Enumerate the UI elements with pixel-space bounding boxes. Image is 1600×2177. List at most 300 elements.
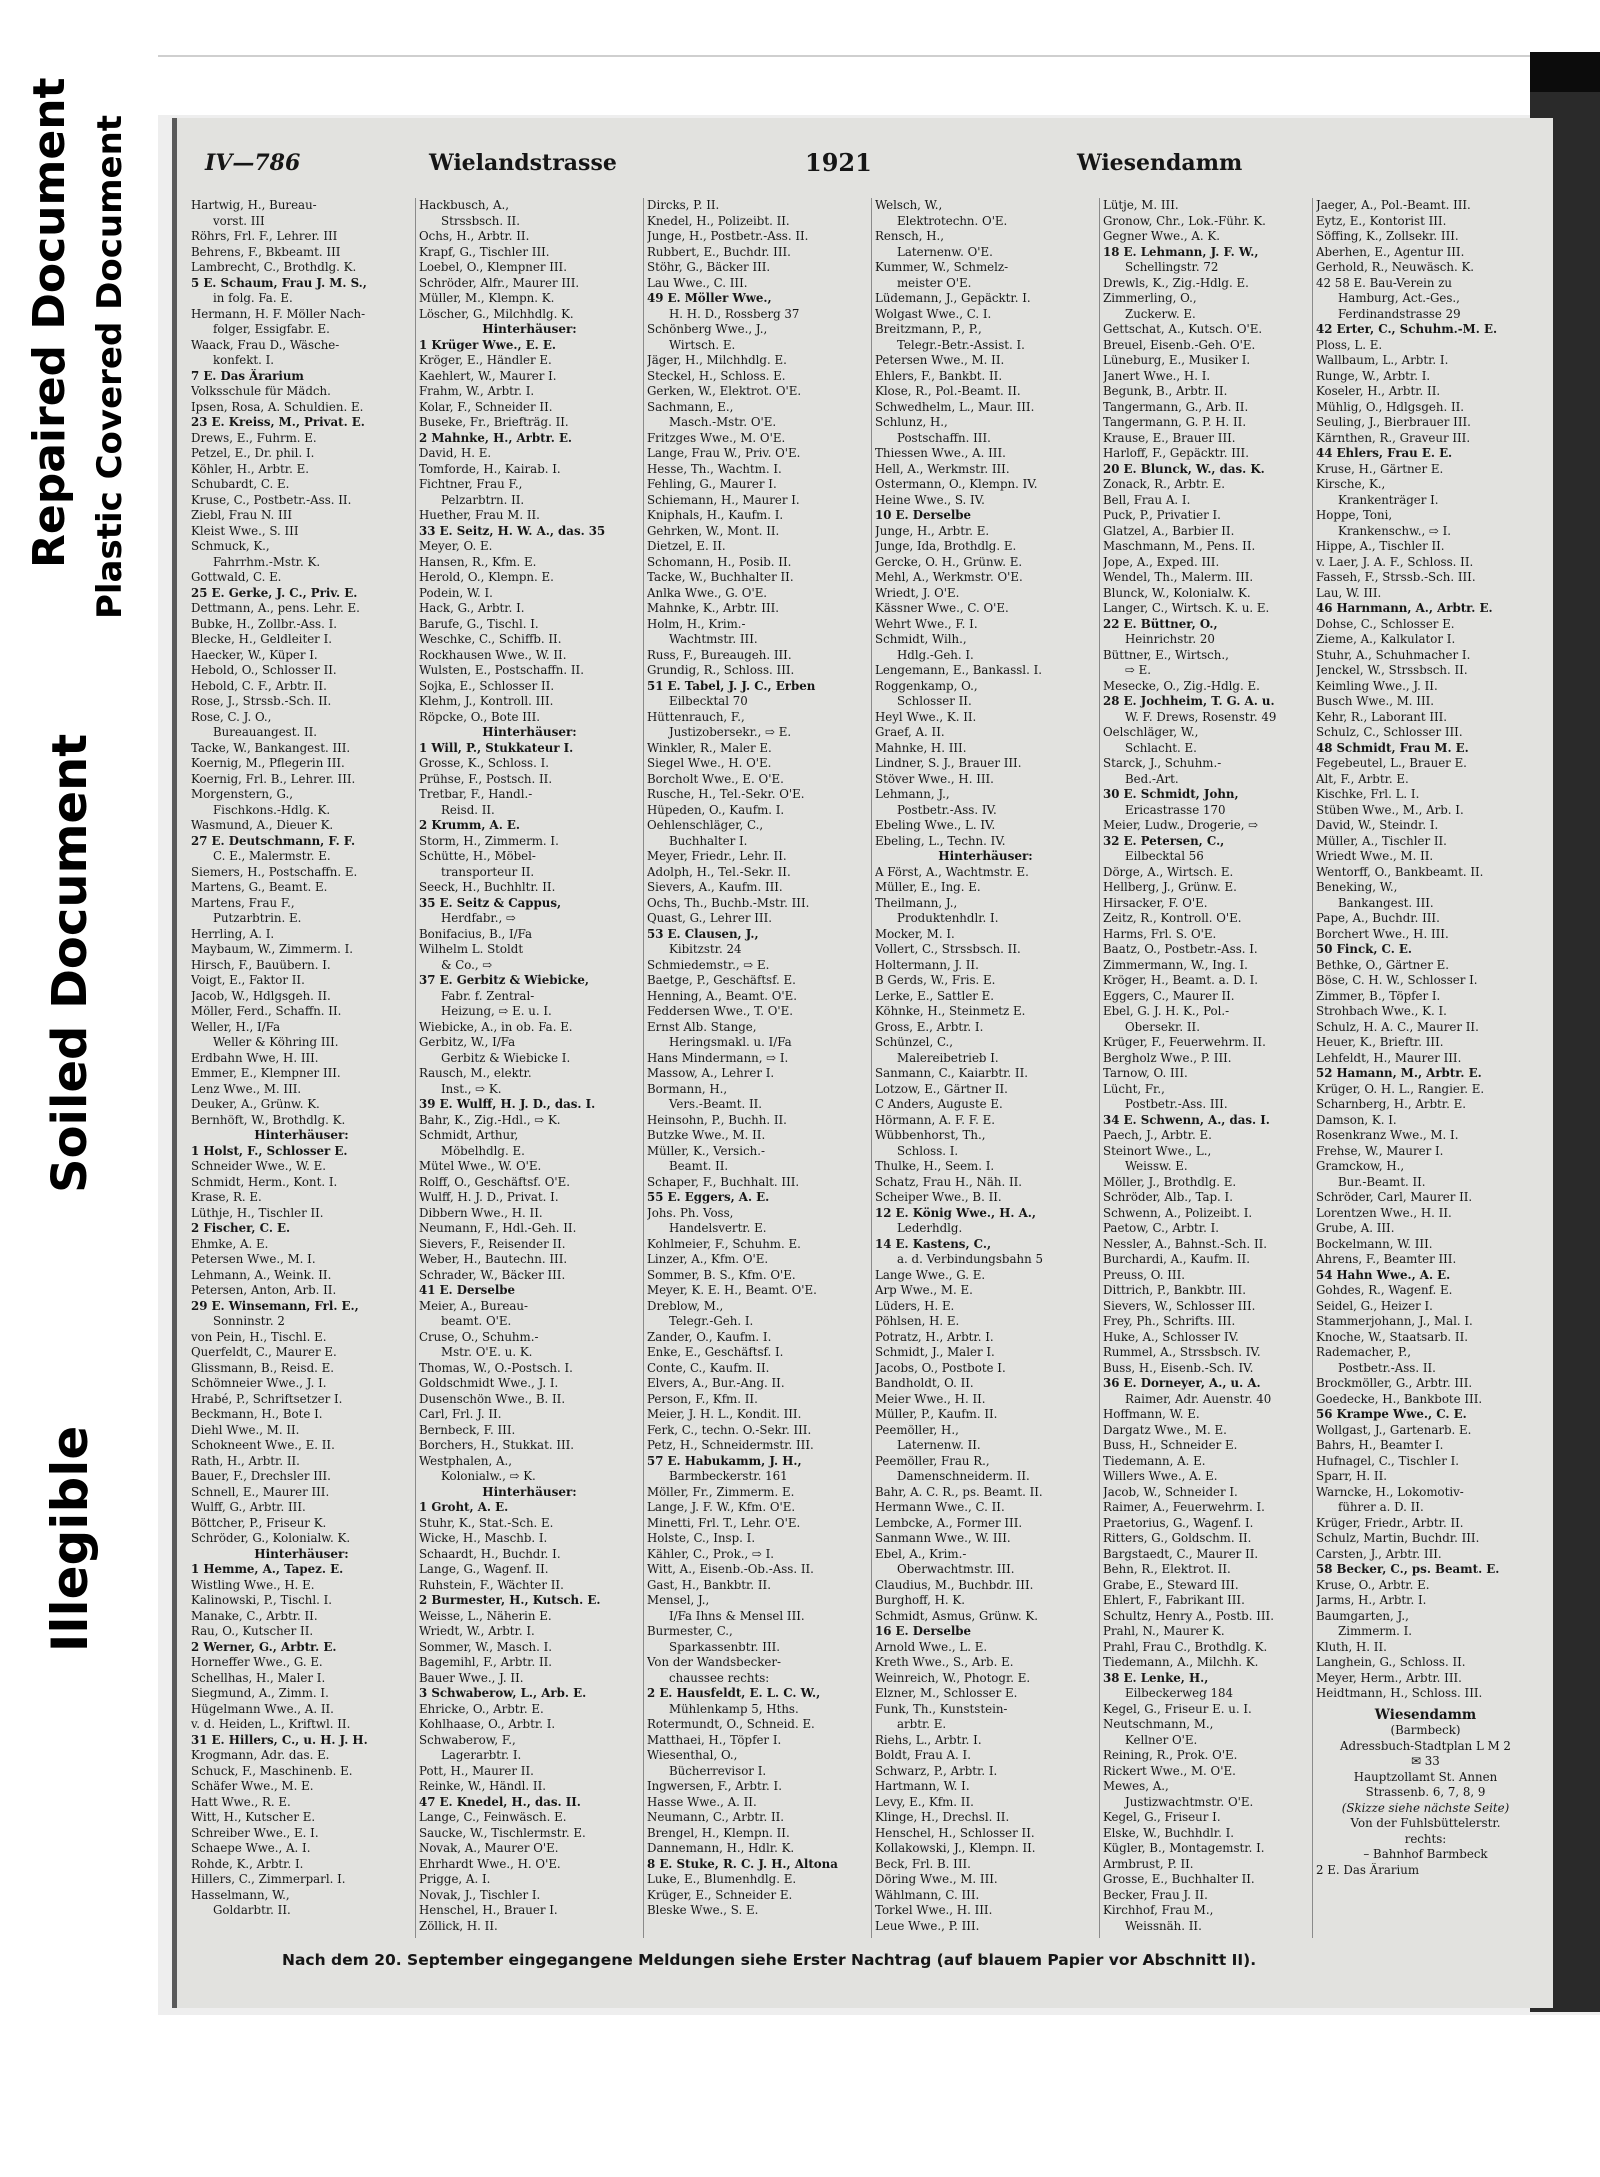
directory-entry: Nessler, A., Bahnst.-Sch. II.	[1103, 1236, 1268, 1251]
directory-entry: Hüpeden, O., Kaufm. I.	[647, 802, 785, 817]
directory-entry: Massow, A., Lehrer I.	[647, 1066, 775, 1080]
directory-entry: David, H. E.	[419, 446, 492, 460]
directory-entry: Schnell, E., Maurer III.	[191, 1484, 330, 1499]
directory-entry: Novak, A., Maurer O'E.	[419, 1841, 559, 1855]
directory-entry: Dircks, P. II.	[647, 198, 720, 212]
directory-entry: Luke, E., Blumenhdlg. E.	[647, 1872, 797, 1886]
directory-entry: Schlunz, H.,	[875, 415, 948, 429]
directory-entry: Heyl Wwe., K. II.	[875, 709, 977, 724]
directory-entry: Thomas, W., O.-Postsch. I.	[419, 1360, 573, 1375]
directory-entry: Damenschneiderm. II.	[897, 1469, 1030, 1483]
directory-entry: Huether, Frau M. II.	[419, 508, 540, 522]
directory-entry: Maybaum, W., Zimmerm. I.	[191, 942, 354, 956]
directory-entry: Mesecke, O., Zig.-Hdlg. E.	[1103, 678, 1260, 693]
directory-entry: Köhler, H., Arbtr. E.	[191, 461, 309, 476]
directory-entry: Tarnow, O. III.	[1103, 1066, 1188, 1080]
directory-entry: Knoche, W., Staatsarb. II.	[1316, 1329, 1468, 1344]
street-block-wiesendamm	[1316, 1708, 1535, 1879]
directory-entry: Rose, C. J. O.,	[191, 709, 272, 724]
directory-entry: Witt, H., Kutscher E.	[191, 1810, 316, 1824]
directory-entry: Wallbaum, L., Arbtr. I.	[1316, 353, 1449, 367]
left-street-heading: Wielandstrasse	[429, 150, 617, 176]
directory-entry: B Gerds, W., Fris. E.	[875, 973, 996, 987]
directory-entry: Tacke, W., Buchhalter II.	[647, 570, 794, 584]
directory-entry: Wicke, H., Maschb. I.	[419, 1531, 548, 1545]
directory-entry: 42 Erter, C., Schuhm.-M. E.	[1316, 322, 1498, 336]
directory-entry: Schröder, Alfr., Maurer III.	[419, 275, 580, 290]
directory-entry: Fischkons.-Hdlg. K.	[213, 802, 331, 817]
directory-entry: Postschaffn. III.	[897, 430, 991, 445]
directory-entry: 1 Will, P., Stukkateur I.	[419, 740, 574, 755]
directory-entry: Prigge, A. I.	[419, 1872, 491, 1886]
directory-entry: Wulff, H. J. D., Privat. I.	[419, 1190, 559, 1204]
directory-entry: Herold, O., Klempn. E.	[419, 570, 554, 584]
directory-entry: Hatt Wwe., R. E.	[191, 1794, 291, 1809]
directory-entry: Lenz Wwe., M. III.	[191, 1081, 302, 1096]
directory-entry: Hirsacker, F. O'E.	[1103, 895, 1208, 910]
directory-entry: Behrens, F., Bkbeamt. III	[191, 244, 341, 259]
directory-entry: Strohbach Wwe., K. I.	[1316, 1004, 1447, 1018]
directory-entry: Wiesenthal, O.,	[647, 1748, 738, 1762]
directory-entry: Kirchhof, Frau M.,	[1103, 1903, 1214, 1917]
directory-entry: Johs. Ph. Voss,	[647, 1205, 734, 1220]
directory-entry: Grabe, E., Steward III.	[1103, 1577, 1239, 1592]
directory-entry: Praetorius, G., Wagenf. I.	[1103, 1515, 1254, 1530]
directory-entry: Storm, H., Zimmerm. I.	[419, 833, 559, 848]
directory-entry: Weisse, L., Näherin E.	[419, 1608, 552, 1623]
directory-entry: Thulke, H., Seem. I.	[875, 1159, 995, 1173]
directory-entry: 1 Holst, F., Schlosser E.	[191, 1143, 348, 1158]
directory-entry: Kaehlert, W., Maurer I.	[419, 368, 557, 383]
directory-entry: Lambrecht, C., Brothdlg. K.	[191, 260, 357, 274]
directory-entry: Fasseh, F., Strssb.-Sch. III.	[1316, 570, 1476, 584]
directory-entry: Borchert Wwe., H. III.	[1316, 926, 1449, 941]
street-block-title: Wiesendamm	[1374, 1707, 1477, 1723]
directory-entry: Arp Wwe., M. E.	[875, 1283, 973, 1297]
directory-entry: 16 E. Derselbe	[875, 1624, 972, 1638]
directory-entry: Schellhas, H., Maler I.	[191, 1670, 326, 1685]
directory-entry: Borchers, H., Stukkat. III.	[419, 1438, 575, 1452]
directory-entry: Blunck, W., Kolonialw. K.	[1103, 585, 1251, 600]
directory-entry: Sonninstr. 2	[213, 1314, 285, 1328]
directory-entry: Mahnke, K., Arbtr. III.	[647, 601, 780, 615]
directory-entry: a. d. Verbindungsbahn 5	[897, 1252, 1043, 1266]
directory-entry: Malereibetrieb I.	[897, 1050, 999, 1065]
directory-entry: Minetti, Frl. T., Lehr. O'E.	[647, 1515, 801, 1530]
directory-entry: Russ, F., Bureaugeh. III.	[647, 647, 792, 662]
directory-entry: Eggers, C., Maurer II.	[1103, 988, 1235, 1003]
directory-entry: Jacobs, O., Postbote I.	[875, 1360, 1006, 1375]
directory-entry: Lütje, M. III.	[1103, 198, 1179, 212]
directory-entry: Postbetr.-Ass. II.	[1338, 1360, 1436, 1375]
column-2	[419, 198, 644, 1938]
directory-entry: Dörge, A., Wirtsch. E.	[1103, 864, 1234, 879]
street-block-sub: (Barmbeck)	[1390, 1723, 1461, 1737]
directory-entry: Weller & Köhring III.	[213, 1035, 339, 1049]
directory-entry: Matthaei, H., Töpfer I.	[647, 1732, 782, 1747]
directory-entry: Scharnberg, H., Arbtr. E.	[1316, 1097, 1466, 1111]
directory-entry: Elvers, A., Bur.-Ang. II.	[647, 1376, 785, 1390]
directory-entry: Hackbusch, A.,	[419, 198, 510, 212]
directory-entry: W. F. Drews, Rosenstr. 49	[1125, 709, 1277, 724]
directory-entry: 2 Mahnke, H., Arbtr. E.	[419, 430, 573, 445]
directory-entry: Lüdemann, J., Gepäcktr. I.	[875, 291, 1031, 305]
directory-entry: Masch.-Mstr. O'E.	[669, 415, 777, 429]
directory-entry: Gerhold, R., Neuwäsch. K.	[1316, 260, 1475, 274]
directory-entry: Gross, E., Arbtr. I.	[875, 1019, 984, 1034]
directory-entry: v. d. Heiden, L., Kriftwl. II.	[191, 1717, 351, 1731]
directory-entry: Morgenstern, G.,	[191, 787, 293, 801]
directory-entry: Gerken, W., Elektrot. O'E.	[647, 384, 802, 398]
directory-entry: Bauer Wwe., J. II.	[419, 1670, 524, 1685]
directory-entry: Krase, R. E.	[191, 1190, 262, 1204]
directory-entry: Lüders, H. E.	[875, 1298, 955, 1313]
directory-entry: Sanmann, C., Kaiarbtr. II.	[875, 1066, 1028, 1080]
directory-entry: Heidtmann, H., Schloss. III.	[1316, 1686, 1483, 1700]
directory-entry: Bur.-Beamt. II.	[1338, 1174, 1426, 1189]
directory-entry: arbtr. E.	[897, 1717, 947, 1731]
directory-entry: Böttcher, P., Friseur K.	[191, 1515, 327, 1530]
directory-entry: Welsch, W.,	[875, 198, 943, 212]
directory-entry: Goedecke, H., Bankbote III.	[1316, 1391, 1483, 1406]
directory-entry: Meier Wwe., H. II.	[875, 1391, 986, 1406]
directory-entry: Schömneier Wwe., J. I.	[191, 1376, 327, 1390]
directory-entry: Meier, A., Bureau-	[419, 1298, 528, 1313]
directory-entry: Neumann, C., Arbtr. II.	[647, 1810, 785, 1824]
directory-entry: Holtermann, J. II.	[875, 957, 979, 972]
directory-entry: 18 E. Lehmann, J. F. W.,	[1103, 244, 1259, 259]
directory-entry: Ebeling Wwe., L. IV.	[875, 818, 996, 832]
directory-entry: Saucke, W., Tischlermstr. E.	[419, 1825, 586, 1840]
directory-entry: Meyer, O. E.	[419, 539, 493, 553]
directory-entry: Ebeling, L., Techn. IV.	[875, 833, 1006, 848]
directory-entry: Kähler, C., Prok., ⇨ I.	[647, 1546, 775, 1561]
directory-entry: Grube, A. III.	[1316, 1221, 1395, 1235]
directory-entry: Glissmann, B., Reisd. E.	[191, 1360, 335, 1375]
directory-entry: 2 Krumm, A. E.	[419, 818, 521, 832]
directory-entry: Hoffmann, W. E.	[1103, 1407, 1200, 1421]
directory-entry: 41 E. Derselbe	[419, 1283, 516, 1297]
directory-entry: Jope, A., Exped. III.	[1103, 554, 1220, 569]
directory-entry: Siegmund, A., Zimm. I.	[191, 1686, 329, 1700]
directory-entry: Barmbeckerstr. 161	[669, 1469, 788, 1483]
directory-entry: Schloss. I.	[897, 1143, 959, 1158]
directory-entry: Boldt, Frau A. I.	[875, 1748, 971, 1762]
directory-entry: Hebold, O., Schlosser II.	[191, 663, 337, 677]
directory-entry: Busch Wwe., M. III.	[1316, 694, 1435, 708]
directory-entry: Lehmann, J.,	[875, 787, 950, 801]
directory-entry: 39 E. Wulff, H. J. D., das. I.	[419, 1097, 596, 1111]
directory-entry: Elzner, M., Schlosser E.	[875, 1686, 1018, 1700]
directory-entry: Schwenn, A., Polizeibt. I.	[1103, 1205, 1253, 1220]
directory-entry: Schütte, H., Möbel-	[419, 849, 536, 863]
directory-entry: Baetge, P., Geschäftsf. E.	[647, 973, 796, 987]
directory-entry: Sojka, E., Schlosser II.	[419, 678, 555, 693]
directory-entry: Hinterhäuser:	[938, 849, 1033, 863]
directory-entry: Müller, E., Ing. E.	[875, 880, 981, 894]
directory-entry: Gohdes, R., Wagenf. E.	[1316, 1283, 1453, 1297]
directory-entry: Bureauangest. II.	[213, 725, 318, 739]
directory-entry: Schmidt, Arthur,	[419, 1128, 519, 1142]
directory-entry: H. H. D., Rossberg 37	[669, 306, 800, 321]
directory-entry: Zonack, R., Arbtr. E.	[1103, 477, 1225, 491]
street-block-line7: rechts:	[1404, 1831, 1447, 1846]
directory-entry: Feddersen Wwe., T. O'E.	[647, 1004, 793, 1018]
directory-entry: Klose, R., Pol.-Beamt. II.	[875, 384, 1021, 398]
directory-entry: Bed.-Art.	[1125, 771, 1179, 786]
directory-entry: Mahnke, H. III.	[875, 740, 967, 755]
directory-entry: Ferdinandstrasse 29	[1338, 306, 1461, 321]
directory-entry: 2 Werner, G., Arbtr. E.	[191, 1639, 337, 1654]
directory-entry: Prühse, F., Postsch. II.	[419, 771, 553, 786]
directory-entry: Hinterhäuser:	[254, 1128, 349, 1142]
directory-entry: Goldarbtr. II.	[213, 1903, 291, 1917]
directory-entry: Obersekr. II.	[1125, 1019, 1200, 1034]
directory-entry: Beck, Frl. B. III.	[875, 1856, 971, 1871]
directory-entry: Bandholdt, O. II.	[875, 1376, 974, 1390]
street-block-line4: Strassenb. 6, 7, 8, 9	[1365, 1785, 1486, 1799]
directory-entry: Zimmermann, W., Ing. I.	[1103, 957, 1248, 972]
directory-entry: 46 Harnmann, A., Arbtr. E.	[1316, 601, 1493, 615]
side-labels	[0, 0, 160, 2177]
directory-entry: Köhnke, H., Steinmetz E.	[875, 1004, 1026, 1018]
directory-entry: Büttner, E., Wirtsch.,	[1103, 647, 1229, 662]
directory-entry: Grundig, R., Schloss. III.	[647, 663, 795, 677]
directory-entry: Mütel Wwe., W. O'E.	[419, 1159, 542, 1173]
directory-entry: 2 E. Hausfeldt, E. L. C. W.,	[647, 1686, 821, 1700]
directory-entry: Ipsen, Rosa, A. Schuldien. E.	[191, 399, 364, 414]
directory-entry: Jaeger, A., Pol.-Beamt. III.	[1316, 198, 1471, 212]
directory-entry: Telegr.-Geh. I.	[669, 1314, 754, 1328]
directory-entry: Henschel, H., Brauer I.	[419, 1903, 558, 1917]
directory-entry: Krüger, E., Schneider E.	[647, 1887, 793, 1902]
directory-entry: 36 E. Dorneyer, A., u. A.	[1103, 1376, 1261, 1390]
directory-entry: Bernbeck, F. III.	[419, 1422, 516, 1437]
directory-entry: 57 E. Habukamm, J. H.,	[647, 1453, 802, 1468]
directory-entry: Tretbar, F., Handl.-	[419, 787, 533, 801]
directory-entry: Steckel, H., Schloss. E.	[647, 368, 786, 383]
directory-entry: Grosse, E., Buchhalter II.	[1103, 1872, 1255, 1886]
directory-entry: Frey, Ph., Schrifts. III.	[1103, 1314, 1236, 1328]
directory-entry: Heinsohn, P., Buchh. II.	[647, 1112, 787, 1127]
directory-entry: Maschmann, M., Pens. II.	[1103, 539, 1256, 553]
directory-entry: beamt. O'E.	[441, 1314, 512, 1328]
directory-entry: 38 E. Lenke, H.,	[1103, 1670, 1209, 1685]
directory-entry: Warncke, H., Lokomotiv-	[1316, 1484, 1464, 1499]
directory-entry: Kohlhaase, O., Arbtr. I.	[419, 1717, 556, 1731]
directory-entry: Tacke, W., Bankangest. III.	[191, 740, 351, 755]
directory-entry: Bernhöft, W., Brothdlg. K.	[191, 1112, 346, 1127]
directory-entry: Hartmann, W. I.	[875, 1779, 970, 1793]
directory-entry: Rummel, A., Strssbsch. IV.	[1103, 1345, 1261, 1359]
directory-entry: Wentorff, O., Bankbeamt. II.	[1316, 864, 1484, 879]
directory-entry: Ehmke, A. E.	[191, 1236, 269, 1251]
directory-entry: Quast, G., Lehrer III.	[647, 911, 773, 925]
directory-entry: Kröger, E., Händler E.	[419, 353, 552, 367]
directory-entry: Rubbert, E., Buchdr. III.	[647, 244, 791, 259]
directory-entry: Eytz, E., Kontorist III.	[1316, 213, 1447, 228]
directory-entry: Zeitz, R., Kontroll. O'E.	[1103, 911, 1242, 925]
directory-entry: Neutschmann, M.,	[1103, 1717, 1214, 1731]
soiled-document-label: Soiled Document	[42, 733, 98, 1193]
directory-entry: Winkler, R., Maler E.	[647, 740, 772, 755]
directory-entry: Schaper, F., Buchhalt. III.	[647, 1174, 800, 1189]
directory-entry: Stöhr, G., Bäcker III.	[647, 260, 771, 274]
directory-entry: Schlosser II.	[897, 694, 972, 708]
directory-entry: Lagerarbtr. I.	[441, 1748, 522, 1762]
directory-entry: Krapf, G., Tischler III.	[419, 244, 550, 259]
directory-entry: Hdlg.-Geh. I.	[897, 647, 974, 662]
directory-entry: vorst. III	[213, 213, 265, 228]
directory-entry: Klinge, H., Drechsl. II.	[875, 1810, 1010, 1824]
directory-entry: Burghoff, H. K.	[875, 1593, 965, 1607]
directory-entry: Schatz, Frau H., Näh. II.	[875, 1174, 1023, 1189]
directory-entry: Ahrens, F., Beamter III.	[1316, 1252, 1457, 1266]
directory-entry: Bockelmann, W. III.	[1316, 1236, 1433, 1251]
directory-entry: Hartwig, H., Bureau-	[191, 198, 317, 212]
directory-entry: I/Fa Ihns & Mensel III.	[669, 1608, 805, 1623]
directory-entry: Pott, H., Maurer II.	[419, 1763, 534, 1778]
directory-entry: Hansen, R., Kfm. E.	[419, 554, 537, 569]
directory-entry: Bubke, H., Zollbr.-Ass. I.	[191, 616, 337, 631]
directory-entry: Heuer, K., Brieftr. III.	[1316, 1035, 1444, 1049]
directory-entry: 27 E. Deutschmann, F. F.	[191, 833, 356, 848]
directory-entry: 1 Hemme, A., Tapez. E.	[191, 1562, 344, 1576]
scan-right-edge-cap	[1530, 52, 1600, 92]
directory-entry: Bahr, K., Zig.-Hdl., ⇨ K.	[419, 1112, 561, 1127]
directory-entry: Seeck, H., Buchhltr. II.	[419, 880, 556, 894]
directory-entry: Stuhr, A., Schuhmacher I.	[1316, 647, 1471, 662]
directory-entry: Claudius, M., Buchbdr. III.	[875, 1577, 1034, 1592]
directory-entry: Henschel, H., Schlosser II.	[875, 1825, 1035, 1840]
directory-entry: Schiemann, H., Maurer I.	[647, 492, 800, 507]
street-block-line6: Von der Fuhlsbüttelerstr.	[1350, 1816, 1501, 1830]
directory-entry: Koseler, H., Arbtr. II.	[1316, 384, 1441, 398]
directory-entry: Hinterhäuser:	[482, 725, 577, 739]
directory-entry: C Anders, Auguste E.	[875, 1097, 1003, 1111]
directory-entry: Bankangest. III.	[1338, 895, 1434, 910]
directory-entry: Westphalen, A.,	[419, 1453, 512, 1468]
directory-entry: Röhrs, Frl. F., Lehrer. III	[191, 229, 338, 243]
directory-entry: Dittrich, P., Bankbtr. III.	[1103, 1283, 1246, 1297]
directory-entry: 53 E. Clausen, J.,	[647, 926, 759, 941]
directory-entry: Hufnagel, C., Tischler I.	[1316, 1453, 1459, 1468]
directory-entry: Borcholt Wwe., E. O'E.	[647, 771, 784, 786]
directory-entry: Bagemihl, F., Arbtr. II.	[419, 1655, 553, 1669]
directory-entry: Rickert Wwe., M. O'E.	[1103, 1763, 1236, 1778]
directory-entry: Herdfabr., ⇨	[441, 911, 516, 925]
directory-entry: Huke, A., Schlosser IV.	[1103, 1329, 1239, 1344]
directory-entry: Krüger, O. H. L., Rangier. E.	[1316, 1081, 1485, 1096]
directory-entry: Wirtsch. E.	[669, 337, 736, 352]
directory-entry: Wachtmstr. III.	[669, 632, 758, 646]
directory-entry: Beamt. II.	[669, 1159, 729, 1173]
directory-entry: Hellberg, J., Grünw. E.	[1103, 880, 1237, 894]
directory-entry: Bethke, O., Gärtner E.	[1316, 957, 1450, 972]
directory-entry: Burmester, C.,	[647, 1624, 733, 1638]
directory-entry: Rusche, H., Tel.-Sekr. O'E.	[647, 787, 805, 801]
directory-entry: Müller, P., Kaufm. II.	[875, 1407, 998, 1421]
directory-entry: Kleist Wwe., S. III	[191, 523, 299, 538]
directory-entry: Funk, Th., Kunststein-	[875, 1701, 1008, 1716]
directory-entry: Meier, Ludw., Drogerie, ⇨	[1103, 818, 1259, 832]
directory-entry: Kibitzstr. 24	[669, 942, 742, 956]
directory-entry: Weissnäh. II.	[1125, 1918, 1202, 1933]
directory-entry: Carl, Frl. J. II.	[419, 1407, 502, 1421]
directory-entry: von Pein, H., Tischl. E.	[191, 1329, 327, 1344]
directory-entry: Fichtner, Frau F.,	[419, 477, 523, 491]
directory-entry: Eilbecktal 70	[669, 694, 748, 708]
directory-entry: Schröder, Carl, Maurer II.	[1316, 1190, 1473, 1204]
directory-entry: Rotermundt, O., Schneid. E.	[647, 1717, 815, 1731]
directory-entry: Bleske Wwe., S. E.	[647, 1903, 759, 1917]
directory-entry: Weissw. E.	[1125, 1159, 1188, 1173]
directory-entry: 33 E. Seitz, H. W. A., das. 35	[419, 523, 606, 538]
directory-entry: Starck, J., Schuhm.-	[1103, 756, 1222, 770]
directory-entry: Wilhelm L. Stoldt	[419, 942, 524, 956]
directory-entry: Gegner Wwe., A. K.	[1103, 229, 1220, 243]
directory-entry: Burchardi, A., Kaufm. II.	[1103, 1252, 1250, 1266]
directory-entry: Sachmann, E.,	[647, 399, 734, 414]
directory-entry: Telegr.-Betr.-Assist. I.	[897, 337, 1025, 352]
directory-entry: Wriedt, J. O'E.	[875, 585, 960, 600]
directory-entry: Martens, G., Beamt. E.	[191, 880, 328, 894]
directory-entry: Armbrust, P. II.	[1103, 1856, 1194, 1871]
directory-entry: Schultz, Henry A., Postb. III.	[1103, 1608, 1274, 1623]
directory-entry: 48 Schmidt, Frau M. E.	[1316, 740, 1469, 755]
directory-entry: Witt, A., Eisenb.-Ob.-Ass. II.	[647, 1562, 814, 1576]
directory-entry: Kässner Wwe., C. O'E.	[875, 601, 1009, 615]
directory-page	[172, 118, 1553, 2008]
directory-entry: Vollert, C., Strssbsch. II.	[875, 942, 1021, 956]
directory-entry: Goldschmidt Wwe., J. I.	[419, 1376, 559, 1390]
directory-entry: Schulz, H. A. C., Maurer II.	[1316, 1019, 1479, 1034]
directory-entry: Anlka Wwe., G. O'E.	[647, 585, 768, 600]
street-block-line3: Hauptzollamt St. Annen	[1353, 1769, 1498, 1784]
directory-entry: Mewes, A.,	[1103, 1779, 1169, 1793]
directory-entry: Hippe, A., Tischler II.	[1316, 539, 1445, 553]
directory-entry: Bahr, A. C. R., ps. Beamt. II.	[875, 1484, 1043, 1499]
directory-entry: 3 Schwaberow, L., Arb. E.	[419, 1686, 587, 1700]
directory-entry: Wistling Wwe., H. E.	[191, 1577, 315, 1592]
directory-entry: Schäfer Wwe., M. E.	[191, 1779, 314, 1793]
directory-entry: Theilmann, J.,	[875, 895, 958, 910]
directory-entry: Schlacht. E.	[1125, 740, 1197, 755]
directory-entry: Kollakowski, J., Klempn. II.	[875, 1841, 1036, 1855]
directory-entry: Meyer, K. E. H., Beamt. O'E.	[647, 1283, 817, 1297]
directory-entry: Müller, M., Klempn. K.	[419, 291, 555, 305]
directory-entry: Bauer, F., Drechsler III.	[191, 1469, 331, 1483]
directory-entry: Eilbeckerweg 184	[1125, 1686, 1233, 1700]
directory-entry: Emmer, E., Klempner III.	[191, 1066, 341, 1080]
directory-entry: Tiedemann, A., Milchh. K.	[1103, 1655, 1259, 1669]
directory-entry: Heizung, ⇨ E. u. I.	[441, 1004, 552, 1018]
directory-entry: Heine Wwe., S. IV.	[875, 492, 985, 507]
directory-entry: Elske, W., Buchhdlr. I.	[1103, 1825, 1235, 1840]
directory-entry: 52 Hamann, M., Arbtr. E.	[1316, 1066, 1482, 1080]
directory-entry: Hebold, C. F., Arbtr. II.	[191, 678, 327, 693]
directory-entry: 2 Burmester, H., Kutsch. E.	[419, 1593, 601, 1607]
directory-entry: Kruse, O., Arbtr. E.	[1316, 1577, 1430, 1592]
directory-entry: Novak, J., Tischler I.	[419, 1887, 541, 1902]
directory-entry: Hermann, H. F. Möller Nach-	[191, 306, 366, 321]
directory-entry: Lau Wwe., C. III.	[647, 275, 748, 290]
directory-entry: Gercke, O. H., Grünw. E.	[875, 554, 1023, 569]
directory-entry: Krankenschw., ⇨ I.	[1338, 523, 1452, 538]
directory-entry: Lerke, E., Sattler E.	[875, 988, 995, 1003]
directory-entry: Laternenw. O'E.	[897, 244, 993, 259]
directory-entry: Harms, Frl. S. O'E.	[1103, 926, 1217, 941]
